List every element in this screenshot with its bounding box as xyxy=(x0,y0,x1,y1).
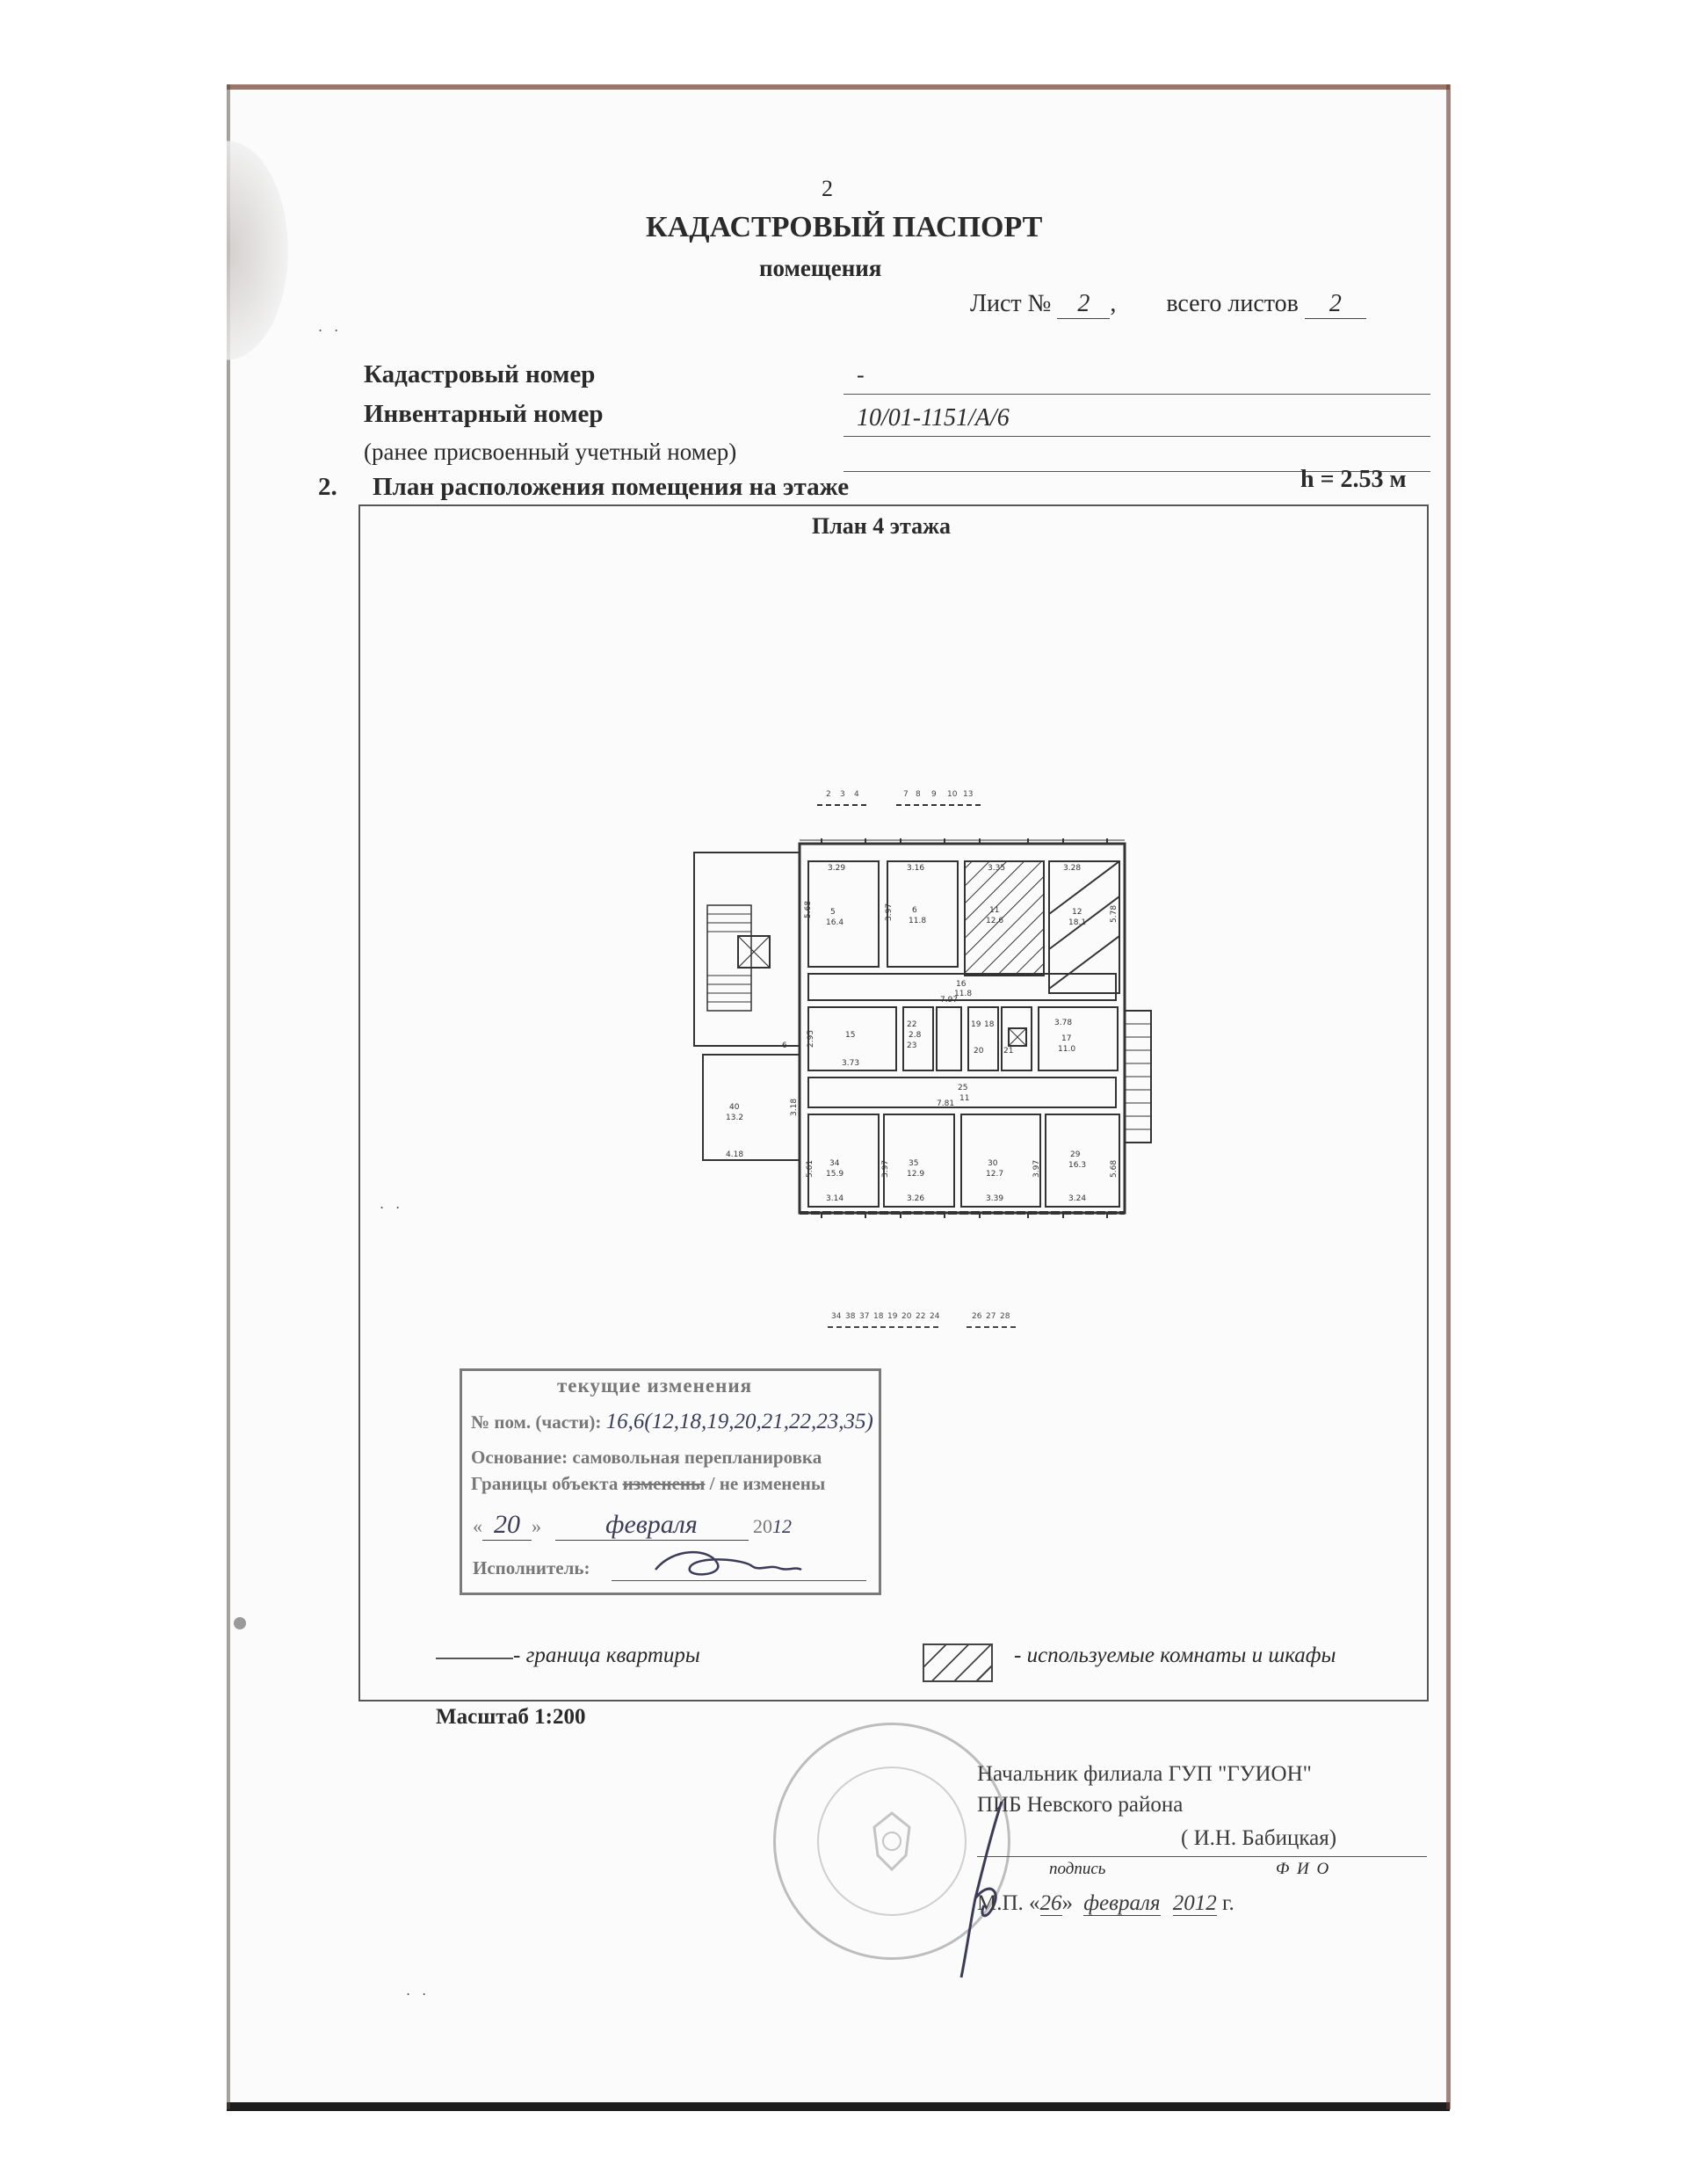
svg-text:37: 37 xyxy=(859,1312,870,1321)
svg-text:11.8: 11.8 xyxy=(909,917,927,925)
svg-text:3.14: 3.14 xyxy=(826,1194,844,1203)
svg-text:3.26: 3.26 xyxy=(907,1194,925,1203)
svg-text:3.16: 3.16 xyxy=(907,864,925,873)
svg-text:6: 6 xyxy=(782,1041,787,1050)
svg-text:11: 11 xyxy=(989,906,1000,915)
stamp-bounds xyxy=(471,1473,825,1495)
sheet-top-edge xyxy=(227,84,1450,90)
signer-position-line2: ПИБ Невского района xyxy=(977,1793,1184,1817)
svg-text:2.8: 2.8 xyxy=(909,1031,922,1040)
fio-caption: Ф И О xyxy=(1276,1860,1331,1878)
svg-text:34: 34 xyxy=(829,1159,840,1168)
svg-text:5.78: 5.78 xyxy=(1110,904,1119,923)
signer-name-line xyxy=(977,1856,1427,1857)
svg-text:5.68: 5.68 xyxy=(804,900,813,918)
svg-text:5.68: 5.68 xyxy=(1110,1159,1119,1178)
stamp-date-year: 12 xyxy=(772,1515,792,1537)
executor-signature xyxy=(647,1543,805,1584)
legend-used-rooms-text: - используемые комнаты и шкафы xyxy=(1014,1643,1336,1667)
sheet-number-row: Лист № 2 , всего листов 2 xyxy=(970,290,1366,319)
svg-text:3.39: 3.39 xyxy=(986,1194,1004,1203)
svg-text:3: 3 xyxy=(840,790,845,799)
inventory-number-line xyxy=(844,436,1430,437)
svg-text:20: 20 xyxy=(974,1047,984,1056)
document-title: КАДАСТРОВЫЙ ПАСПОРТ xyxy=(646,211,1043,243)
svg-text:3.78: 3.78 xyxy=(1054,1019,1073,1027)
svg-text:11.8: 11.8 xyxy=(954,990,973,998)
svg-text:5.61: 5.61 xyxy=(806,1159,815,1178)
stamp-date-month: февраля xyxy=(555,1510,749,1541)
stamp-title: текущие изменения xyxy=(557,1375,753,1397)
cadastral-number-label: Кадастровый номер xyxy=(364,360,596,388)
svg-text:29: 29 xyxy=(1070,1150,1081,1159)
cadastral-number-value: - xyxy=(857,362,865,388)
margin-dots-2: . . xyxy=(380,1195,404,1212)
stamp-date-row: « 20 » февраля 2012 xyxy=(473,1510,792,1539)
svg-text:26: 26 xyxy=(972,1312,982,1321)
svg-text:21: 21 xyxy=(1003,1047,1014,1056)
svg-text:18.1: 18.1 xyxy=(1068,918,1087,927)
svg-text:12.9: 12.9 xyxy=(907,1170,925,1179)
svg-text:30: 30 xyxy=(988,1159,998,1168)
margin-dots-3: . . xyxy=(406,1982,431,1999)
total-sheets-label: всего листов xyxy=(1166,290,1299,317)
svg-text:24: 24 xyxy=(930,1312,940,1321)
mp-day: 26 xyxy=(1039,1891,1062,1915)
sheet-bottom-edge xyxy=(227,2102,1450,2111)
svg-text:4: 4 xyxy=(854,790,859,799)
binding-shadow xyxy=(227,141,288,360)
svg-text:12: 12 xyxy=(1072,908,1082,917)
stamp-room-value: 16,6(12,18,19,20,21,22,23,35) xyxy=(605,1410,873,1433)
svg-text:23: 23 xyxy=(907,1041,917,1050)
stamp-executor-label: Исполнитель: xyxy=(473,1557,590,1578)
sheet-label: Лист № xyxy=(970,290,1052,317)
svg-text:3.97: 3.97 xyxy=(1032,1159,1041,1178)
signer-position-line1: Начальник филиала ГУП "ГУИОН" xyxy=(977,1762,1312,1786)
svg-text:35: 35 xyxy=(909,1159,919,1168)
stamp-room-label: № пом. (части): xyxy=(471,1411,602,1433)
svg-text:7: 7 xyxy=(903,790,909,799)
svg-text:13.2: 13.2 xyxy=(726,1114,744,1122)
svg-text:16.3: 16.3 xyxy=(1068,1161,1087,1170)
floor-plan-title: План 4 этажа xyxy=(812,513,951,539)
sheet-number: 2 xyxy=(1057,290,1110,319)
svg-text:3.97: 3.97 xyxy=(881,1159,890,1178)
svg-text:16.4: 16.4 xyxy=(826,918,844,927)
svg-text:27: 27 xyxy=(986,1312,996,1321)
svg-text:38: 38 xyxy=(845,1312,856,1321)
ceiling-height: h = 2.53 м xyxy=(1300,466,1407,493)
seal-emblem-icon xyxy=(857,1806,927,1876)
inventory-number-label: Инвентарный номер xyxy=(364,400,604,428)
svg-text:4.18: 4.18 xyxy=(726,1150,744,1159)
mp-prefix: М.П. « xyxy=(977,1891,1040,1915)
svg-text:3.29: 3.29 xyxy=(828,864,846,873)
section-title: План расположения помещения на этаже xyxy=(373,473,850,501)
svg-text:40: 40 xyxy=(729,1103,740,1112)
legend-boundary-line xyxy=(436,1658,513,1659)
page-number: 2 xyxy=(822,176,833,201)
svg-text:3.18: 3.18 xyxy=(790,1098,799,1116)
svg-text:20: 20 xyxy=(901,1312,912,1321)
svg-text:28: 28 xyxy=(1000,1312,1010,1321)
svg-text:22: 22 xyxy=(916,1312,926,1321)
svg-text:15: 15 xyxy=(845,1031,856,1040)
svg-text:5: 5 xyxy=(830,908,836,917)
stamp-bounds-suffix: / не изменены xyxy=(709,1473,826,1494)
current-changes-stamp xyxy=(460,1368,881,1595)
svg-text:18: 18 xyxy=(873,1312,884,1321)
svg-text:3.24: 3.24 xyxy=(1068,1194,1087,1203)
svg-text:13: 13 xyxy=(963,790,974,799)
mp-date-row xyxy=(977,1891,1234,1916)
svg-text:9: 9 xyxy=(931,790,937,799)
svg-text:8: 8 xyxy=(916,790,921,799)
signature-caption: подпись xyxy=(1049,1860,1106,1878)
svg-text:3.35: 3.35 xyxy=(988,864,1006,873)
cadastral-number-line xyxy=(844,394,1430,395)
svg-text:6: 6 xyxy=(912,906,917,915)
floor-plan-drawing xyxy=(677,773,1204,1345)
signer-name: ( И.Н. Бабицкая) xyxy=(1181,1826,1337,1850)
stamp-bounds-prefix: Границы объекта xyxy=(471,1473,619,1494)
svg-text:19: 19 xyxy=(971,1020,981,1029)
document-subtitle: помещения xyxy=(759,255,882,281)
svg-text:16: 16 xyxy=(956,980,967,989)
stamp-basis: Основание: самовольная перепланировка xyxy=(471,1447,822,1468)
section-number: 2. xyxy=(318,473,337,501)
svg-text:34: 34 xyxy=(831,1312,842,1321)
svg-text:3.28: 3.28 xyxy=(1063,864,1082,873)
svg-text:7.97: 7.97 xyxy=(940,996,959,1005)
svg-text:11.0: 11.0 xyxy=(1058,1045,1076,1054)
mp-mid: » xyxy=(1061,1891,1074,1915)
svg-text:10: 10 xyxy=(947,790,958,799)
svg-text:11: 11 xyxy=(959,1094,970,1103)
svg-text:18: 18 xyxy=(984,1020,995,1029)
svg-text:12.6: 12.6 xyxy=(986,917,1004,925)
total-sheets-number: 2 xyxy=(1305,290,1366,319)
scale-label: Масштаб 1:200 xyxy=(436,1705,586,1729)
svg-text:25: 25 xyxy=(958,1084,968,1092)
prior-number-label: (ранее присвоенный учетный номер) xyxy=(364,439,737,465)
margin-dots-1: . . xyxy=(318,318,343,335)
punch-hole-mark xyxy=(234,1617,246,1629)
inventory-number-value: 10/01-1151/А/6 xyxy=(857,404,1010,432)
svg-text:17: 17 xyxy=(1061,1034,1072,1043)
svg-text:3.73: 3.73 xyxy=(842,1059,860,1068)
stamp-date-year-prefix: 20 xyxy=(753,1515,772,1537)
svg-text:7.81: 7.81 xyxy=(937,1099,955,1108)
stamp-date-day: 20 xyxy=(482,1510,532,1541)
bottom-axis-marks xyxy=(831,1312,1010,1321)
legend-boundary-text: - граница квартиры xyxy=(513,1643,700,1667)
stamp-bounds-struck: изменены xyxy=(622,1473,706,1494)
svg-text:2.95: 2.95 xyxy=(807,1029,815,1048)
room-labels xyxy=(726,864,1119,1203)
mp-month: февраля xyxy=(1083,1891,1161,1915)
svg-text:12.7: 12.7 xyxy=(986,1170,1004,1179)
mp-year: 2012 xyxy=(1172,1891,1217,1915)
svg-text:22: 22 xyxy=(907,1020,917,1029)
sheet-right-edge xyxy=(1446,84,1451,2109)
sheet-left-edge xyxy=(227,84,230,2109)
svg-text:19: 19 xyxy=(887,1312,898,1321)
chief-signature xyxy=(940,1793,1019,1986)
svg-text:15.9: 15.9 xyxy=(826,1170,844,1179)
svg-text:2: 2 xyxy=(826,790,831,799)
svg-text:3.97: 3.97 xyxy=(885,903,894,921)
stamp-room-row xyxy=(471,1410,873,1434)
legend-hatch-swatch xyxy=(923,1643,993,1682)
mp-suffix: г. xyxy=(1222,1891,1234,1915)
top-axis-marks xyxy=(826,790,973,799)
